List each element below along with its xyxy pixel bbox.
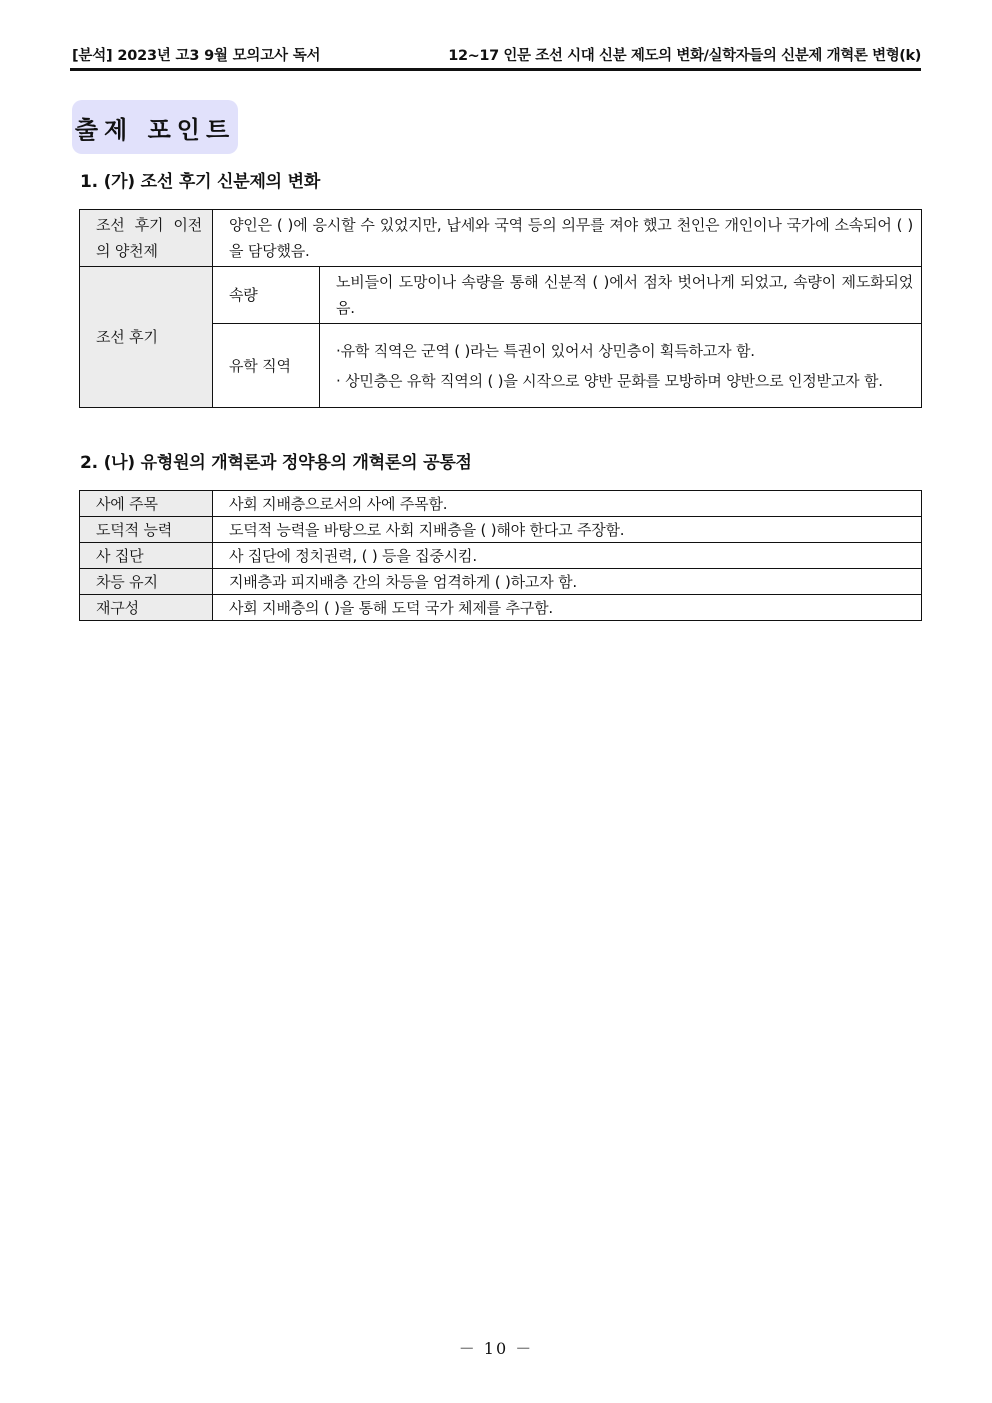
row-value-cell: 사회 지배층의 ( )을 통해 도덕 국가 체제를 추구함. — [213, 595, 922, 621]
sub-label-cell: 유학 직역 — [213, 324, 320, 408]
section2-table — [79, 490, 922, 621]
section2-title: 2. (나) 유형원의 개혁론과 정약용의 개혁론의 공통점 — [80, 453, 472, 473]
row-value-cell: 사회 지배층으로서의 사에 주목함. — [213, 491, 922, 517]
sub-label-cell: 속량 — [213, 267, 320, 324]
row-value-cell: 지배층과 피지배층 간의 차등을 엄격하게 ( )하고자 함. — [213, 569, 922, 595]
row-value-cell: 도덕적 능력을 바탕으로 사회 지배층을 ( )해야 한다고 주장함. — [213, 517, 922, 543]
table-row — [80, 210, 922, 267]
table-row — [80, 517, 922, 543]
page-number: － 10 － — [458, 1339, 534, 1358]
before-text-cell: 양인은 ( )에 응시할 수 있었지만, 납세와 국역 등의 의무를 져야 했고 천인은 개인이나 국가에 소속되어 ( )을 담당했음. — [213, 210, 922, 267]
row-value-cell: 사 집단에 정치권력, ( ) 등을 집중시킴. — [213, 543, 922, 569]
table-row — [80, 569, 922, 595]
header-left-title: [분석] 2023년 고3 9월 모의고사 독서 — [72, 48, 321, 64]
row-key-cell: 차등 유지 — [80, 569, 213, 595]
sub-content-cell — [320, 267, 922, 324]
content-line: 노비들이 도망이나 속량을 통해 신분적 ( )에서 점차 벗어나게 되었고, 속량이 제도화되었음. — [336, 273, 913, 317]
row-key-cell: 재구성 — [80, 595, 213, 621]
table-row — [80, 543, 922, 569]
header-right-title: 12~17 인문 조선 시대 신분 제도의 변화/실학자들의 신분제 개혁론 변형(k) — [448, 48, 921, 64]
table-row — [80, 491, 922, 517]
sub-content-cell — [320, 324, 922, 408]
row-key-cell: 도덕적 능력 — [80, 517, 213, 543]
header-divider — [70, 68, 921, 71]
row-key-cell: 사 집단 — [80, 543, 213, 569]
section1-table — [79, 209, 922, 408]
section1-title: 1. (가) 조선 후기 신분제의 변화 — [80, 172, 321, 192]
table-row — [80, 267, 922, 324]
content-line: ·유학 직역은 군역 ( )라는 특권이 있어서 상민층이 획득하고자 함. — [336, 341, 755, 360]
point-title-box: 출제 포인트 — [72, 100, 238, 154]
late-label-cell: 조선 후기 — [80, 267, 213, 408]
table-row — [80, 595, 922, 621]
content-line: · 상민층은 유학 직역의 ( )을 시작으로 양반 문화를 모방하며 양반으로 인정받고자 함. — [336, 371, 883, 390]
row-key-cell: 사에 주목 — [80, 491, 213, 517]
before-label-cell: 조선 후기 이전의 양천제 — [80, 210, 213, 267]
